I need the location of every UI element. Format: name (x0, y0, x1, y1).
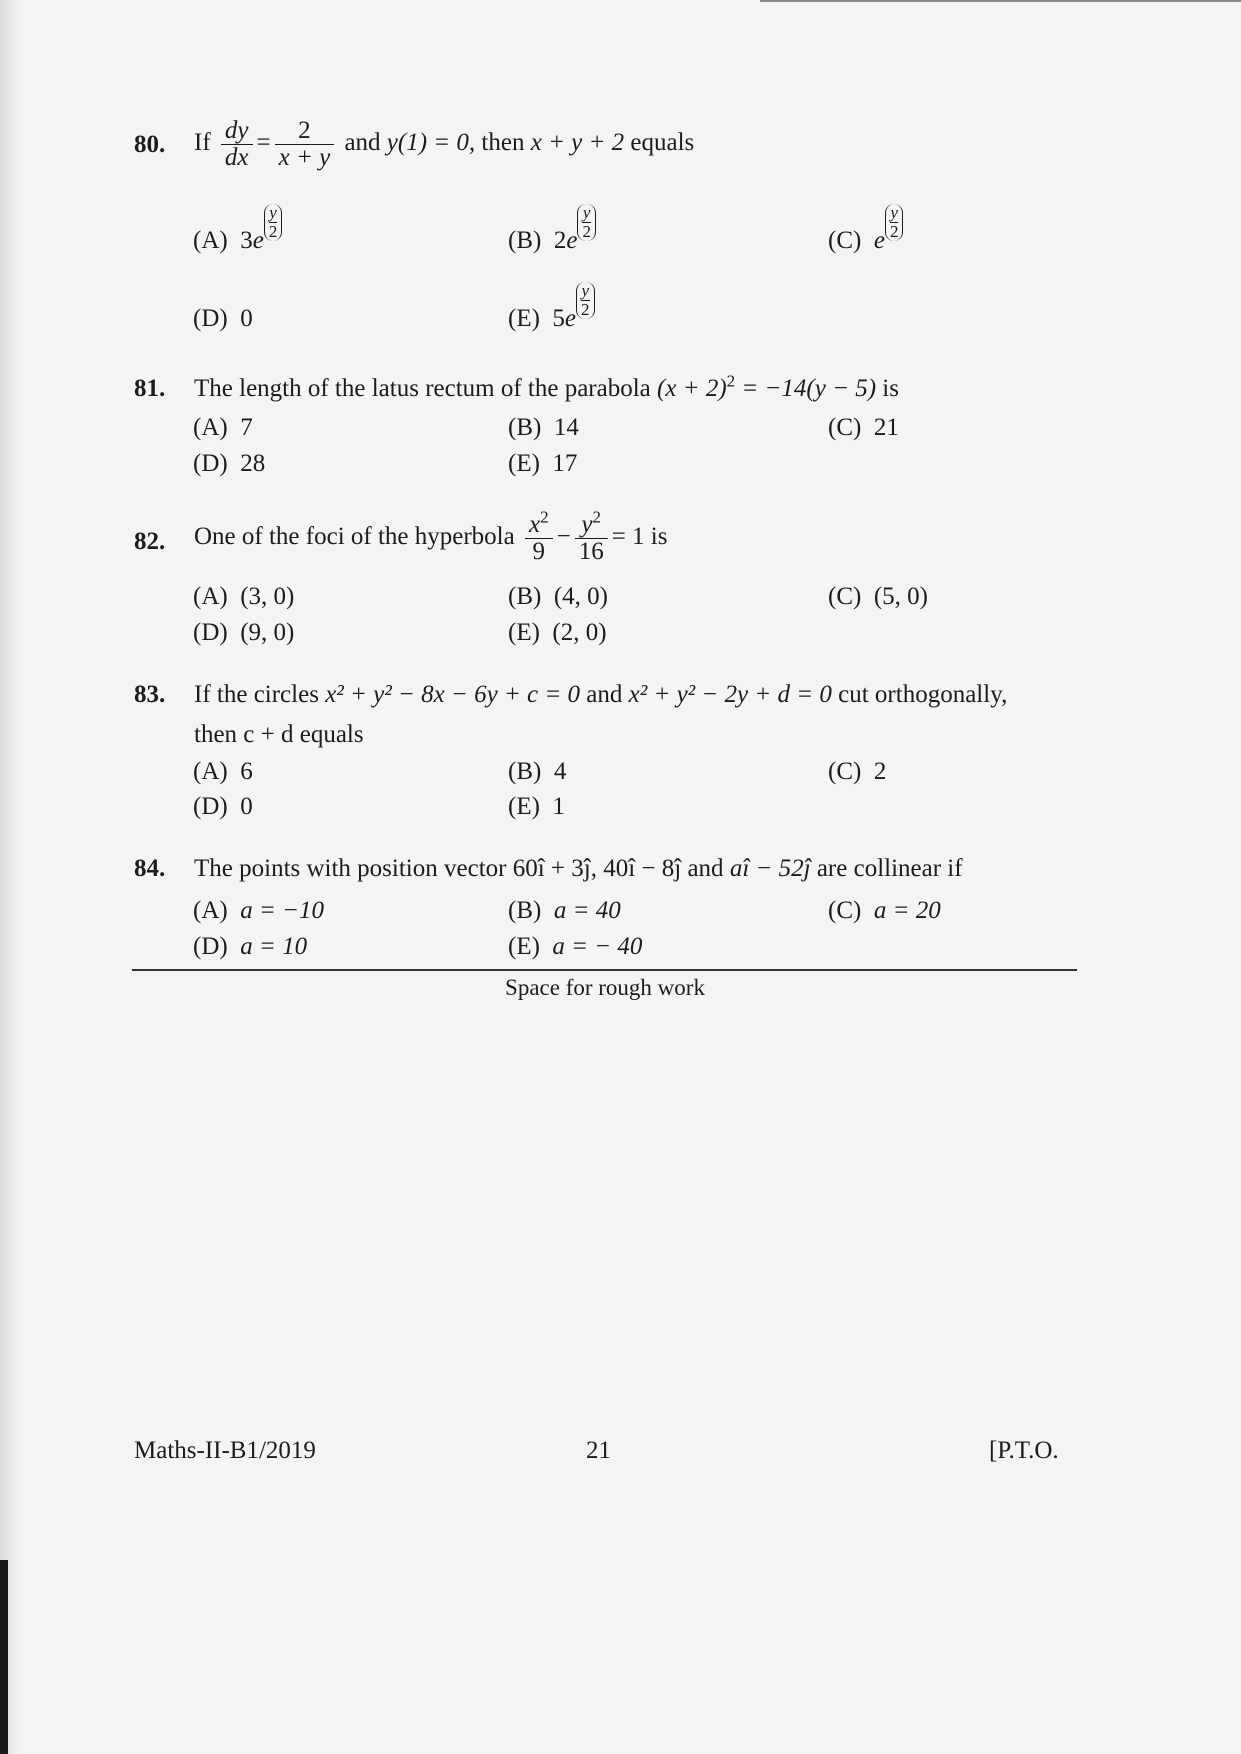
option-b: (B) a = 40 (508, 897, 621, 924)
option-a: (A) a = −10 (193, 897, 324, 924)
top-border-line (760, 0, 1241, 2)
option-e: (E) a = − 40 (508, 933, 643, 960)
option-a: (A) 3e $\frac{y}{2}$ (193, 226, 282, 256)
x-squared-over-9: $\frac{x^2}{9}$ (525, 512, 553, 565)
option-b: (B) 2e $\frac{y}{2}$ (508, 226, 596, 256)
option-e: (E) 1 (508, 793, 565, 820)
option-c: (C) 21 (828, 414, 899, 441)
option-c: (C) e $\frac{y}{2}$ (828, 226, 903, 256)
question-stem: If $\frac{dy}{dx}$ = $\frac{2}{x + y}$ and y(1) = 0, then x + y + 2 equals (194, 117, 695, 171)
question-stem: One of the foci of the hyperbola $\frac{x^2}{9}$ − $\frac{y^2}{16}$ = 1 is (194, 507, 668, 565)
rough-work-label: Space for rough work (505, 975, 705, 1000)
question-number: 83. (134, 681, 166, 708)
option-c: (C) a = 20 (828, 897, 941, 924)
option-e: (E) 17 (508, 450, 578, 477)
option-c: (C) (5, 0) (828, 583, 928, 610)
option-a: (A) (3, 0) (193, 583, 295, 610)
option-a: (A) 7 (193, 414, 253, 441)
page-edge-shadow (0, 0, 22, 1754)
derivative-fraction: $\frac{dy}{dx}$ (221, 118, 253, 171)
option-b: (B) 14 (508, 414, 579, 441)
question-number: 82. (134, 528, 166, 555)
paper-code: Maths-II-B1/2019 (134, 1437, 316, 1464)
option-c: (C) 2 (828, 758, 887, 785)
question-number: 84. (134, 855, 166, 882)
page-number: 21 (586, 1437, 611, 1464)
option-b: (B) (4, 0) (508, 583, 608, 610)
please-turn-over: [P.T.O. (989, 1437, 1059, 1464)
question-number: 81. (134, 375, 166, 402)
divider-rule (132, 969, 1077, 971)
option-b: (B) 4 (508, 758, 567, 785)
option-d: (D) 0 (193, 305, 253, 332)
question-stem: The points with position vector 60î + 3ĵ, 40î − 8ĵ and aî − 52ĵ are collinear if (194, 855, 963, 882)
question-stem: If the circles x² + y² − 8x − 6y + c = 0 and x² + y² − 2y + d = 0 cut orthogonally, (194, 681, 1008, 708)
option-d: (D) (9, 0) (193, 619, 295, 646)
question-stem: The length of the latus rectum of the parabola $(x + 2)^2 = -14(y - 5)$ is (194, 371, 899, 402)
question-stem-line-2: then c + d equals (194, 721, 364, 748)
option-e: (E) 5e $\frac{y}{2}$ (508, 304, 595, 334)
option-d: (D) a = 10 (193, 933, 308, 960)
scan-edge (0, 1560, 8, 1754)
rhs-fraction: $\frac{2}{x + y}$ (275, 118, 335, 171)
option-a: (A) 6 (193, 758, 253, 785)
option-d: (D) 0 (193, 793, 253, 820)
question-number: 80. (134, 131, 166, 158)
option-d: (D) 28 (193, 450, 266, 477)
option-e: (E) (2, 0) (508, 619, 607, 646)
y-squared-over-16: $\frac{y^2}{16}$ (575, 512, 608, 565)
